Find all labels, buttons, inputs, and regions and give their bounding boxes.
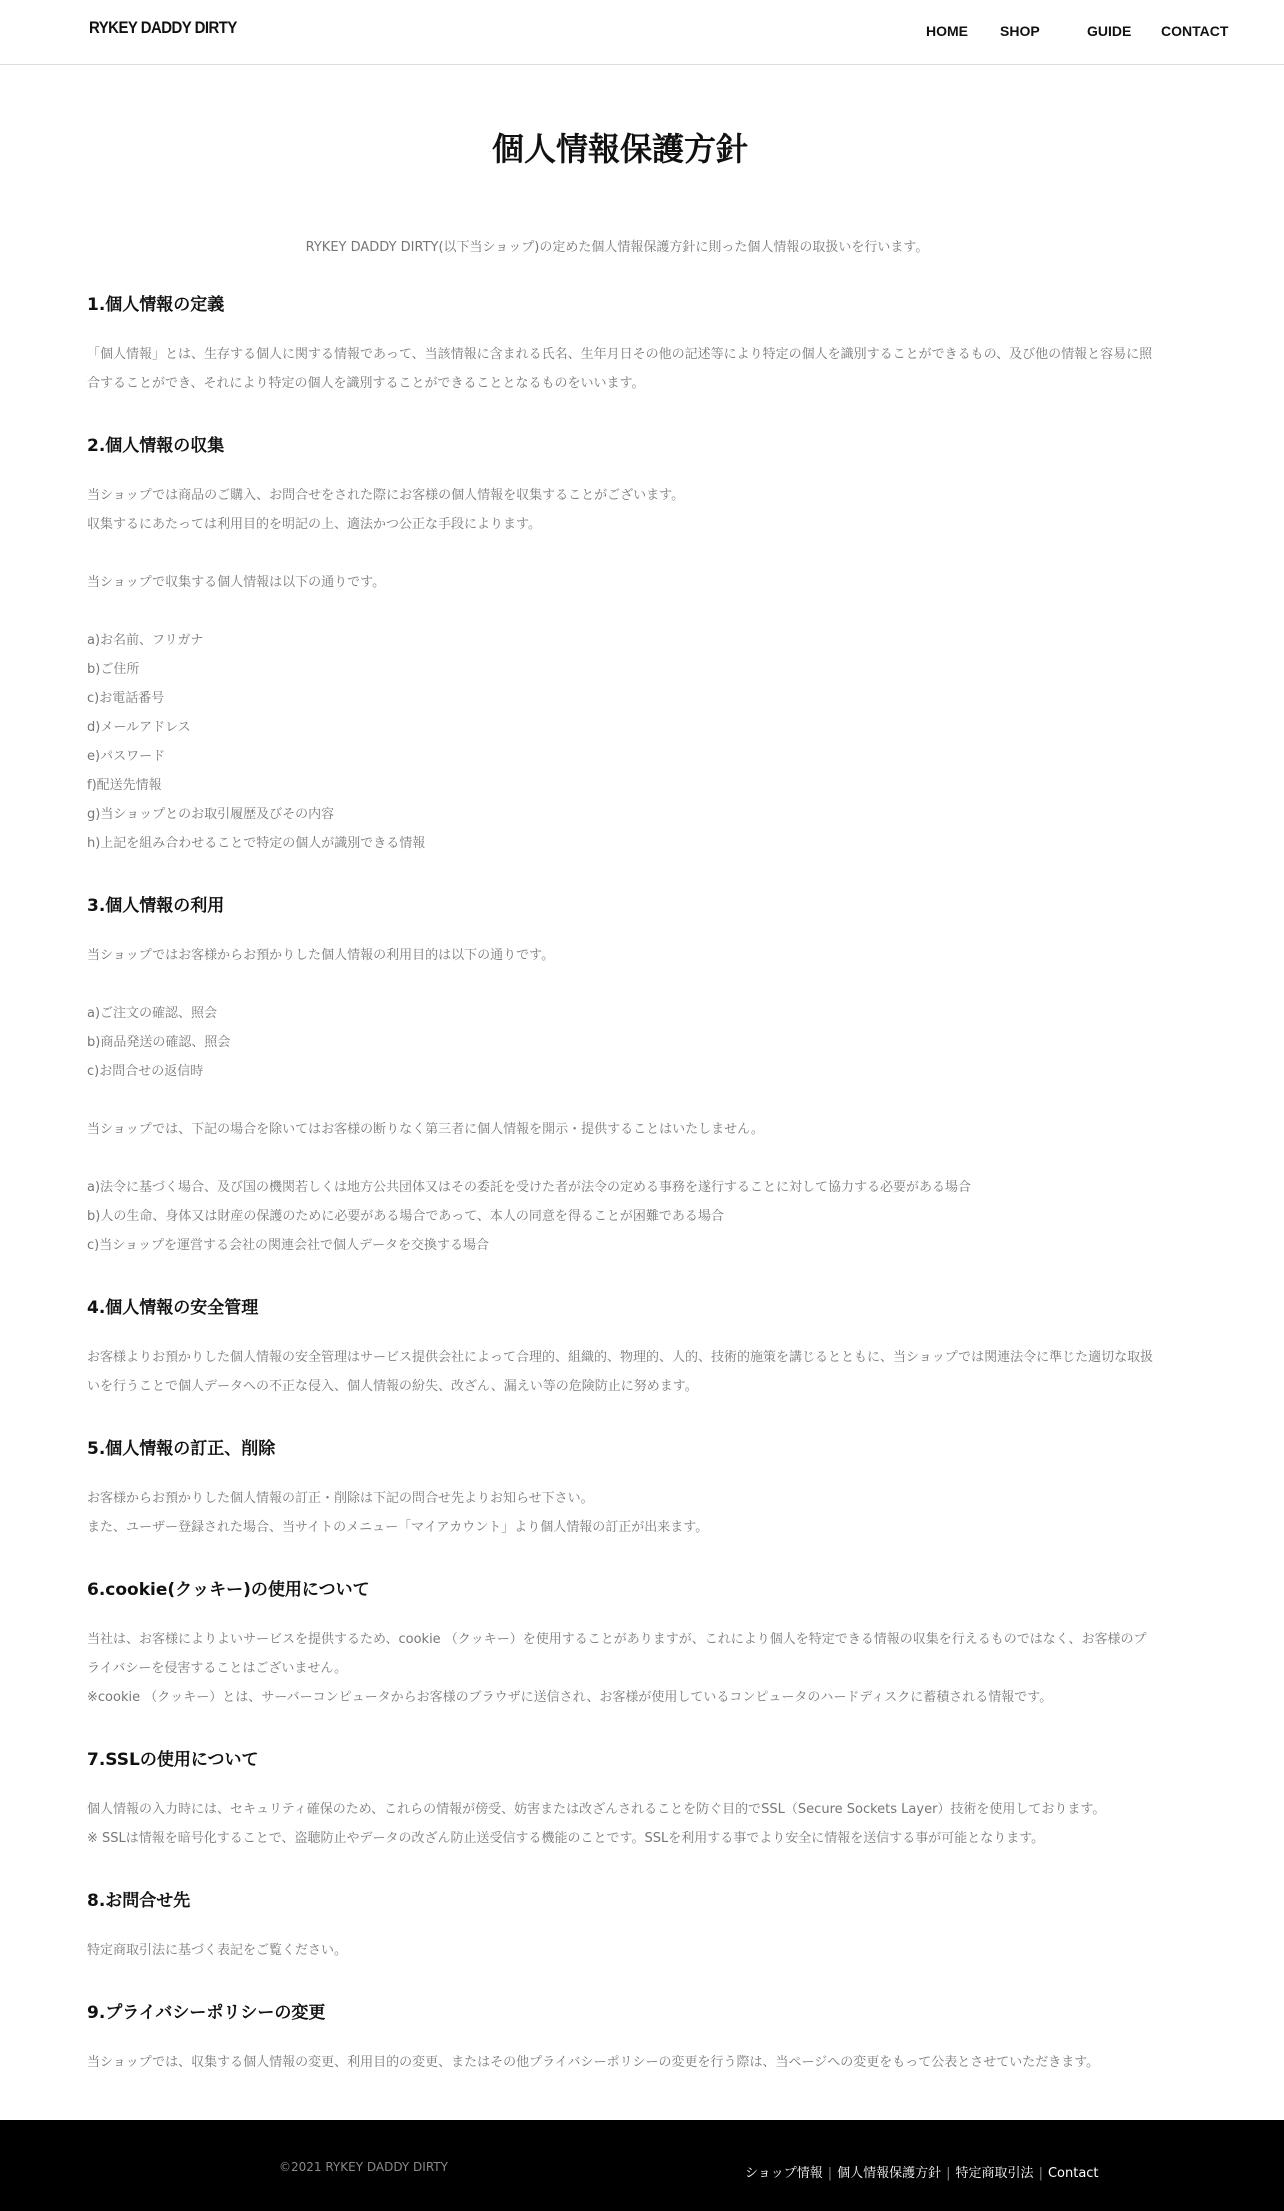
policy-section	[87, 1749, 1157, 1853]
section-body	[87, 1936, 1157, 1965]
section-heading: 1.個人情報の定義	[87, 295, 225, 315]
body-line: 当ショップでは商品のご購入、お問合せをされた際にお客様の個人情報を収集することがございます。	[87, 488, 685, 503]
section-heading: 2.個人情報の収集	[87, 436, 225, 456]
body-line: h)上記を組み合わせることで特定の個人が識別できる情報	[87, 836, 426, 851]
footer-link-contact[interactable]: Contact	[1047, 2166, 1099, 2181]
body-line: d)メールアドレス	[87, 720, 191, 735]
body-line: b)ご住所	[87, 662, 140, 677]
section-body	[87, 1484, 1157, 1542]
body-line: お客様からお預かりした個人情報の訂正・削除は下記の問合せ先よりお知らせ下さい。	[87, 1491, 594, 1506]
section-heading: 3.個人情報の利用	[87, 896, 225, 916]
body-line: b)人の生命、身体又は財産の保護のために必要がある場合であって、本人の同意を得ることが困難である場合	[87, 1209, 724, 1224]
blank-line	[87, 597, 1157, 626]
body-line: ※ SSLは情報を暗号化することで、盗聴防止やデータの改ざん防止送受信する機能のことです。SSLを利用する事でより安全に情報を送信する事が可能となります。	[87, 1831, 1045, 1846]
section-heading: 4.個人情報の安全管理	[87, 1298, 259, 1318]
policy-section	[87, 1297, 1157, 1401]
section-heading: 9.プライバシーポリシーの変更	[87, 2003, 326, 2023]
page-title: 個人情報保護方針	[491, 130, 748, 168]
body-line: a)法令に基づく場合、及び国の機関若しくは地方公共団体又はその委託を受けた者が法令の定める事務を遂行することに対して協力する必要がある場合	[87, 1180, 972, 1195]
footer-links	[745, 2162, 1099, 2181]
blank-line	[87, 539, 1157, 568]
body-line: e)パスワード	[87, 749, 166, 764]
section-body	[87, 1795, 1157, 1853]
body-line: a)ご注文の確認、照会	[87, 1006, 218, 1021]
policy-content	[87, 294, 1157, 2114]
policy-section	[87, 1890, 1157, 1965]
body-line: ※cookie （クッキー）とは、サーバーコンピュータからお客様のブラウザに送信され、お客様が使用しているコンピュータのハードディスクに蓄積される情報です。	[87, 1690, 1053, 1705]
policy-section	[87, 1579, 1157, 1712]
section-body	[87, 1343, 1157, 1401]
policy-section	[87, 1438, 1157, 1542]
blank-line	[87, 970, 1157, 999]
body-line: 当社は、お客様によりよいサービスを提供するため、cookie （クッキー）を使用することがありますが、これにより個人を特定できる情報の収集を行えるものではなく、お客様のプライバシーを侵害することはございません。	[87, 1632, 1147, 1676]
intro-text: RYKEY DADDY DIRTY(以下当ショップ)の定めた個人情報保護方針に則った個人情報の取扱いを行います。	[305, 240, 929, 255]
body-line: 当ショップではお客様からお預かりした個人情報の利用目的は以下の通りです。	[87, 948, 555, 963]
section-body	[87, 1625, 1157, 1712]
policy-section	[87, 435, 1157, 858]
section-body	[87, 941, 1157, 1260]
body-line: 当ショップでは、下記の場合を除いてはお客様の断りなく第三者に個人情報を開示・提供することはいたしません。	[87, 1122, 764, 1137]
body-line: 当ショップでは、収集する個人情報の変更、利用目的の変更、またはその他プライバシーポリシーの変更を行う際は、当ページへの変更をもって公表とさせていただきます。	[87, 2055, 1100, 2070]
nav-contact[interactable]: CONTACT	[1161, 23, 1229, 39]
site-footer	[0, 2120, 1284, 2211]
policy-section	[87, 2002, 1157, 2077]
section-body	[87, 340, 1157, 398]
body-line: お客様よりお預かりした個人情報の安全管理はサービス提供会社によって合理的、組織的、物理的、人的、技術的施策を講じるとともに、当ショップでは関連法令に準じた適切な取扱いを行うことで個人データへの不正な侵入、個人情報の紛失、改ざん、漏えい等の危険防止に努めます。	[87, 1350, 1154, 1394]
policy-section	[87, 895, 1157, 1260]
footer-separator: |	[827, 2166, 833, 2181]
section-heading: 6.cookie(クッキー)の使用について	[87, 1580, 370, 1600]
section-body	[87, 2048, 1157, 2077]
section-heading: 7.SSLの使用について	[87, 1750, 259, 1770]
body-line: 当ショップで収集する個人情報は以下の通りです。	[87, 575, 386, 590]
body-line: f)配送先情報	[87, 778, 162, 793]
section-heading: 5.個人情報の訂正、削除	[87, 1439, 276, 1459]
body-line: b)商品発送の確認、照会	[87, 1035, 231, 1050]
footer-link-shop-info[interactable]: ショップ情報	[745, 2166, 823, 2181]
body-line: c)お電話番号	[87, 691, 165, 706]
section-heading: 8.お問合せ先	[87, 1891, 191, 1911]
body-line: 個人情報の入力時には、セキュリティ確保のため、これらの情報が傍受、妨害または改ざんされることを防ぐ目的でSSL（Secure Sockets Layer）技術を使用しております。	[87, 1802, 1106, 1817]
site-header	[0, 0, 1284, 65]
body-line: a)お名前、フリガナ	[87, 633, 204, 648]
copyright: ©2021 RYKEY DADDY DIRTY	[279, 2160, 448, 2174]
body-line: c)お問合せの返信時	[87, 1064, 204, 1079]
blank-line	[87, 1086, 1157, 1115]
section-body	[87, 481, 1157, 858]
nav-guide[interactable]: GUIDE	[1087, 23, 1132, 39]
body-line: g)当ショップとのお取引履歴及びその内容	[87, 807, 335, 822]
footer-link-privacy[interactable]: 個人情報保護方針	[837, 2166, 942, 2181]
footer-link-tokushoho[interactable]: 特定商取引法	[955, 2166, 1034, 2181]
footer-separator: |	[1038, 2166, 1043, 2181]
footer-separator: |	[946, 2166, 951, 2181]
nav-home[interactable]: HOME	[926, 23, 968, 39]
body-line: 収集するにあたっては利用目的を明記の上、適法かつ公正な手段によります。	[87, 517, 541, 532]
policy-section	[87, 294, 1157, 398]
body-line: また、ユーザー登録された場合、当サイトのメニュー「マイアカウント」より個人情報の訂正が出来ます。	[87, 1520, 709, 1535]
site-logo[interactable]: RYKEY DADDY DIRTY	[89, 18, 237, 37]
body-line: 「個人情報」とは、生存する個人に関する情報であって、当該情報に含まれる氏名、生年月日その他の記述等により特定の個人を識別することができるもの、及び他の情報と容易に照合することができ、それにより特定の個人を識別することができることとなるものをいいます。	[87, 347, 1153, 391]
body-line: c)当ショップを運営する会社の関連会社で個人データを交換する場合	[87, 1238, 489, 1253]
body-line: 特定商取引法に基づく表記をご覧ください。	[87, 1943, 348, 1958]
nav-shop[interactable]: SHOP	[1000, 23, 1040, 39]
blank-line	[87, 1144, 1157, 1173]
